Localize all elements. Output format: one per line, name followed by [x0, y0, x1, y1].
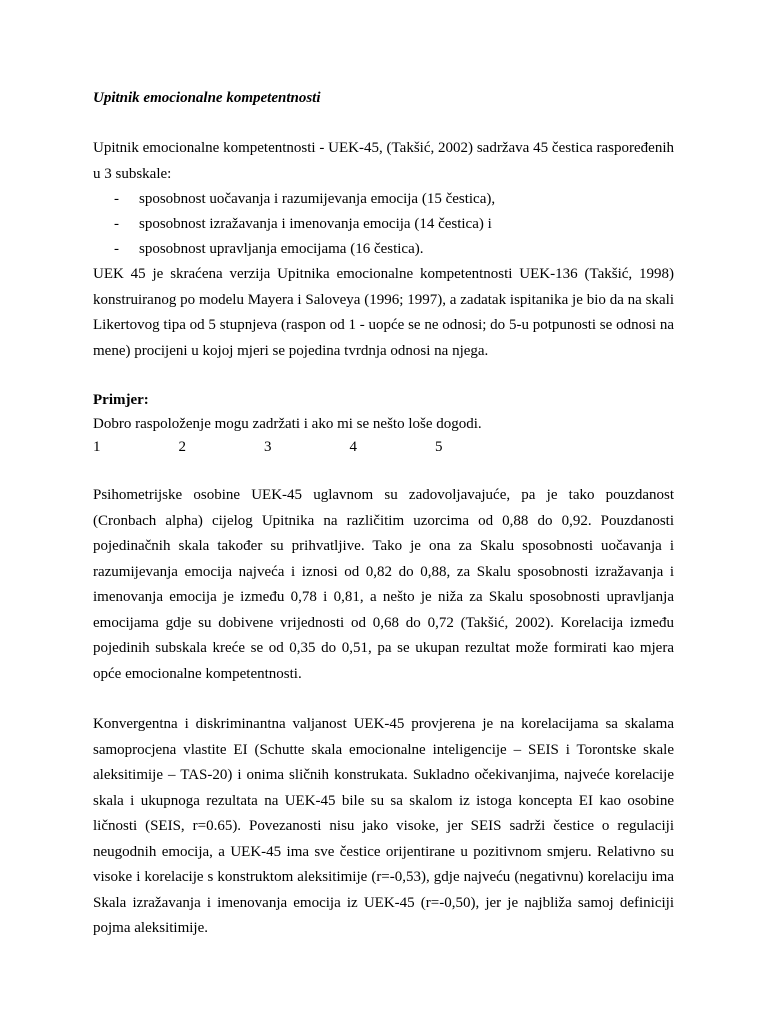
document-title: Upitnik emocionalne kompetentnosti — [93, 90, 321, 106]
validity-paragraph: Konvergentna i diskriminantna valjanost UEK-45 provjerena je na korelacijama sa skalama samoprocjena vlastite EI (Schutte skala emocionalne inteligencije – SEIS i Torontske skale aleksitimije – TAS-20) i onima sličnih konstrukata. Sukladno očekivanjima, najveće korelacije skala i ukupnoga rezultata na UEK-45 bile su sa skalom iz istoga koncepta EI kao osobine ličnosti (SEIS, r=0.65). Povezanosti nisu jako visoke, jer SEIS sadrži čestice o regulaciji neugodnih emocija, a UEK-45 ima sve čestice orijentirane u pozitivnom smjeru. Relativno su visoke i korelacije s konstruktom aleksitimije (r=-0,53), gdje najveću (negativnu) korelaciju ima Skala izražavanja i imenovanja emocija iz UEK-45 (r=-0,50), jer je najbliža samoj definiciji pojma aleksitimije. — [93, 716, 674, 936]
list-item — [93, 212, 674, 237]
psychometrics-paragraph: Psihometrijske osobine UEK-45 uglavnom su zadovoljavajuće, pa je tako pouzdanost (Cronbach alpha) cijelog Upitnika na različitim uzorcima od 0,88 do 0,92. Pouzdanosti pojedinačnih skala također su prihvatljive. Tako je ona za Skalu sposobnosti uočavanja i razumijevanja emocija najveća i iznosi od 0,82 do 0,88, za Skalu sposobnosti izražavanja i imenovanja emocija je između 0,78 i 0,81, a nešto je niža za Skalu sposobnosti upravljanja emocijama gdje su dobivene vrijednosti od 0,68 do 0,72 (Takšić, 2002). Korelacija između pojedinih subskala kreće se od 0,35 do 0,51, pa se ukupan rezultat može formirati kao mjera opće emocionalne kompetentnosti. — [93, 487, 674, 682]
scale-value: 1 — [93, 439, 101, 455]
subscale-text: sposobnost upravljanja emocijama (16 čestica). — [139, 241, 424, 257]
spacer — [93, 110, 674, 136]
spacer — [93, 458, 674, 483]
list-item — [93, 187, 674, 212]
list-dash: - — [114, 241, 119, 257]
scale-value: 3 — [264, 439, 272, 455]
likert-scale — [93, 436, 674, 458]
document-page — [93, 86, 674, 942]
scale-value: 4 — [349, 439, 357, 455]
example-label: Primjer: — [93, 392, 149, 408]
example-statement: Dobro raspoloženje mogu zadržati i ako mi se nešto loše dogodi. — [93, 416, 482, 432]
intro-paragraph: Upitnik emocionalne kompetentnosti - UEK-45, (Takšić, 2002) sadržava 45 čestica raspoređenih u 3 subskale: — [93, 140, 674, 182]
description-paragraph: UEK 45 je skraćena verzija Upitnika emocionalne kompetentnosti UEK-136 (Takšić, 1998) konstruiranog po modelu Mayera i Saloveya (1996; 1997), a zadatak ispitanika je bio da na skali Likertovog tipa od 5 stupnjeva (raspon od 1 - uopće se ne odnosi; do 5-u potpunosti se odnosi na mene) procijeni u kojoj mjeri se pojedina tvrdnja odnosi na njega. — [93, 266, 674, 359]
scale-value: 2 — [178, 439, 186, 455]
list-dash: - — [114, 216, 119, 232]
spacer — [93, 687, 674, 712]
list-dash: - — [114, 191, 119, 207]
subscale-text: sposobnost izražavanja i imenovanja emocija (14 čestica) i — [139, 216, 492, 232]
spacer — [93, 364, 674, 388]
subscale-text: sposobnost uočavanja i razumijevanja emocija (15 čestica), — [139, 191, 496, 207]
subscale-list — [93, 187, 674, 262]
list-item — [93, 237, 674, 262]
scale-value: 5 — [435, 439, 443, 455]
